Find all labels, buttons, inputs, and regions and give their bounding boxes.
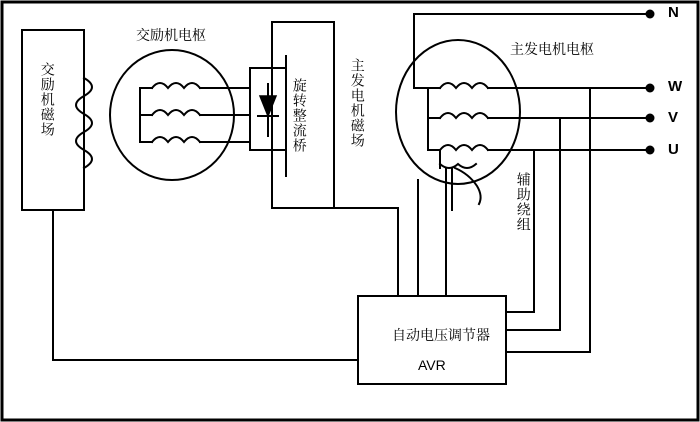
label-exciter-armature: 交励机电枢 [136, 27, 206, 43]
label-avr-line1: 自动电压调节器 [392, 327, 490, 343]
label-avr-line2: AVR [418, 357, 446, 373]
aux-lead-curve [455, 168, 481, 204]
terminal-label-n: N [668, 4, 679, 21]
exciter-field-bottom-wire [53, 210, 358, 360]
terminal-label-w: W [668, 78, 683, 95]
label-rotating-rectifier: 旋转整流桥 [291, 78, 308, 153]
label-exciter-field: 交励机磁场 [39, 62, 56, 137]
terminal-label-v: V [668, 109, 679, 126]
label-main-generator-armature: 主发电机电枢 [510, 41, 594, 57]
terminal-label-u: U [668, 141, 679, 158]
diode-triangle [260, 96, 276, 116]
label-auxiliary-winding: 辅助绕组 [515, 172, 532, 232]
label-main-generator-field: 主发电机磁场 [349, 58, 366, 148]
